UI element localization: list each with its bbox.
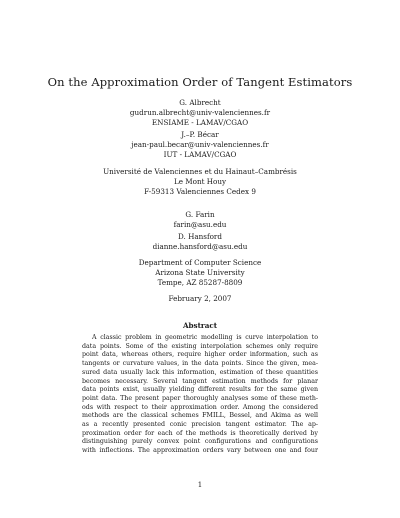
author-block-albrecht bbox=[60, 98, 340, 128]
page-number: 1 bbox=[197, 481, 203, 489]
abstract-line: A classic problem in geometric modelling is curve interpolation to bbox=[92, 334, 318, 341]
institution-department: Department of Computer Science bbox=[138, 258, 262, 267]
author-affiliation: ENSIAME - LAMAV/CGAO bbox=[151, 118, 249, 127]
institution-address-valenciennes bbox=[60, 167, 340, 197]
abstract-line: methods are the classical schemes FMILL, Bessel, and Akima as well bbox=[82, 412, 318, 420]
institution-street: Le Mont Houy bbox=[173, 177, 227, 186]
abstract-line: becomes necessary. Several tangent estimation methods for planar bbox=[82, 377, 318, 385]
abstract-line: as a recently presented conic precision tangent estimator. The ap- bbox=[82, 421, 318, 429]
author-email: jean-paul.becar@univ-valenciennes.fr bbox=[131, 140, 269, 149]
institution-address-asu bbox=[60, 258, 340, 288]
abstract-line: tangents or curvature values, in the data points. Since the given, mea- bbox=[82, 360, 318, 368]
abstract-line: data points exist, usually yielding different results for the same given bbox=[82, 386, 318, 394]
author-email: dianne.hansford@asu.edu bbox=[152, 242, 248, 251]
author-name: G. Albrecht bbox=[179, 98, 221, 107]
abstract-line: ods with respect to their approximation order. Among the considered bbox=[82, 403, 318, 411]
author-name: D. Hansford bbox=[178, 232, 222, 241]
author-name: G. Farin bbox=[185, 210, 215, 219]
paper-date: February 2, 2007 bbox=[168, 294, 232, 303]
abstract-line: distinguishing purely convex point configurations and configurations bbox=[82, 438, 318, 446]
abstract-line: point data, whereas others, require higher order information, such as bbox=[82, 351, 318, 359]
author-affiliation: IUT - LAMAV/CGAO bbox=[163, 150, 237, 159]
abstract-body bbox=[82, 334, 318, 456]
institution-city: F-59313 Valenciennes Cedex 9 bbox=[144, 187, 256, 196]
institution-city: Tempe, AZ 85287-8809 bbox=[157, 278, 243, 287]
abstract-line: proximation order for each of the methods is theoretically derived by bbox=[82, 429, 318, 437]
author-email: gudrun.albrecht@univ-valenciennes.fr bbox=[129, 108, 271, 117]
paper-title: On the Approximation Order of Tangent Estimators bbox=[47, 75, 353, 89]
author-email: farin@asu.edu bbox=[173, 220, 227, 229]
abstract-line: with inflections. The approximation orders vary between one and four bbox=[82, 447, 318, 455]
author-block-becar bbox=[60, 130, 340, 160]
institution-name: Université de Valenciennes et du Hainaut–Cambrésis bbox=[103, 167, 297, 176]
abstract-line: data points. Some of the existing interpolation schemes only require bbox=[82, 342, 318, 350]
abstract-line: sured data usually lack this information, estimation of these quantities bbox=[82, 368, 318, 376]
abstract-line: point data. The present paper thoroughly analyses some of these meth- bbox=[82, 394, 318, 402]
author-name: J.–P. Bécar bbox=[181, 130, 219, 139]
author-block-hansford bbox=[60, 232, 340, 252]
author-block-farin bbox=[60, 210, 340, 230]
abstract-heading: Abstract bbox=[182, 321, 218, 330]
institution-name: Arizona State University bbox=[155, 268, 245, 277]
